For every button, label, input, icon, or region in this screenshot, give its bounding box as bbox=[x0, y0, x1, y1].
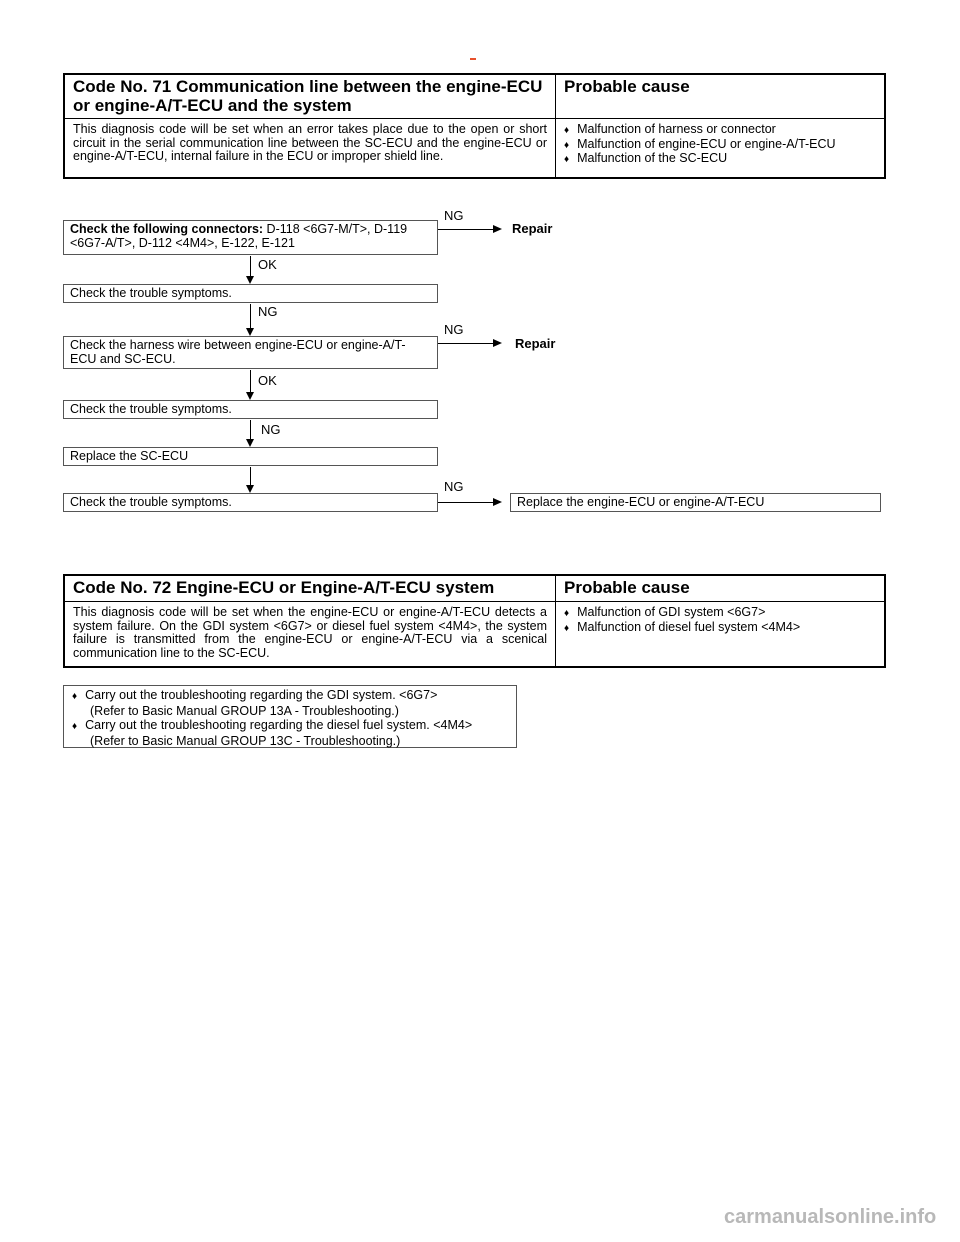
flow-arrow-down bbox=[250, 256, 251, 278]
flow-step-check-connectors bbox=[63, 220, 438, 255]
troubleshooting-note bbox=[63, 685, 517, 748]
code72-table bbox=[63, 574, 886, 668]
flow-step-replace-engine-ecu: Replace the engine-ECU or engine-A/T-ECU bbox=[510, 493, 881, 512]
flow-step1-text: D-118 <6G7-M/T>, D-119 <6G7-A/T>, D-112 <4M4>, E-122, E-121 bbox=[70, 222, 408, 250]
flow-step-check-harness: Check the harness wire between engine-ECU or engine-A/T-ECU and SC-ECU. bbox=[63, 336, 438, 369]
flow-repair-label: Repair bbox=[512, 221, 553, 236]
flow-step-check-symptoms: Check the trouble symptoms. bbox=[63, 400, 438, 419]
page-mark bbox=[470, 58, 476, 60]
code72-probable-cause-heading: Probable cause bbox=[556, 575, 886, 602]
flow-step-check-symptoms: Check the trouble symptoms. bbox=[63, 493, 438, 512]
flow-ng-label: NG bbox=[444, 208, 464, 223]
flow-repair-label: Repair bbox=[515, 336, 556, 351]
flow-ng-label: NG bbox=[258, 304, 278, 319]
flow-arrow-right bbox=[438, 229, 496, 230]
code71-cause: ♦ Malfunction of the SC-ECU bbox=[564, 152, 876, 167]
flow-ok-label: OK bbox=[258, 257, 277, 272]
flow-arrow-down bbox=[250, 420, 251, 441]
flow-arrow-down bbox=[250, 304, 251, 330]
code71-description: This diagnosis code will be set when an error takes place due to the open or short circuit in the serial communication line between the SC-ECU and the engine-ECU or engine-A/T-ECU, internal failure in the ECU or improper shield line. bbox=[64, 119, 556, 179]
code71-cause: ♦ Malfunction of harness or connector bbox=[564, 123, 876, 138]
code72-cause: ♦ Malfunction of GDI system <6G7> bbox=[564, 606, 876, 621]
code72-causes bbox=[556, 602, 886, 668]
code72-cause: ♦ Malfunction of diesel fuel system <4M4> bbox=[564, 621, 876, 636]
code72-title: Code No. 72 Engine-ECU or Engine-A/T-ECU system bbox=[64, 575, 556, 602]
flow-arrow-down bbox=[250, 370, 251, 394]
note-reference: (Refer to Basic Manual GROUP 13A - Troubleshooting.) bbox=[90, 704, 399, 718]
watermark: carmanualsonline.info bbox=[724, 1206, 937, 1228]
flow-arrow-right bbox=[438, 343, 496, 344]
flow-step-replace-sc-ecu: Replace the SC-ECU bbox=[63, 447, 438, 466]
code71-probable-cause-heading: Probable cause bbox=[556, 74, 886, 119]
code72-description: This diagnosis code will be set when the engine-ECU or engine-A/T-ECU detects a system failure. On the GDI system <6G7> or diesel fuel system <4M4>, the system failure is transmitted from the engine-ECU or engine-A/T-ECU via a scenical communication line to the SC-ECU. bbox=[64, 602, 556, 668]
flow-ng-label: NG bbox=[444, 479, 464, 494]
flow-arrow-right bbox=[438, 502, 496, 503]
note-reference: (Refer to Basic Manual GROUP 13C - Troubleshooting.) bbox=[90, 734, 401, 748]
flow-step-check-symptoms: Check the trouble symptoms. bbox=[63, 284, 438, 303]
note-item: ♦ Carry out the troubleshooting regarding the GDI system. <6G7> bbox=[72, 688, 508, 704]
code71-causes bbox=[556, 119, 886, 179]
code71-title: Code No. 71 Communication line between the engine-ECU or engine-A/T-ECU and the system bbox=[64, 74, 556, 119]
flow-arrow-down bbox=[250, 467, 251, 487]
code71-table bbox=[63, 73, 886, 179]
flow-ok-label: OK bbox=[258, 373, 277, 388]
flow-step1-bold: Check the following connectors: bbox=[70, 222, 264, 236]
flow-ng-label: NG bbox=[261, 422, 281, 437]
code71-cause: ♦ Malfunction of engine-ECU or engine-A/T-ECU bbox=[564, 138, 876, 153]
flow-ng-label: NG bbox=[444, 322, 464, 337]
note-item: ♦ Carry out the troubleshooting regarding the diesel fuel system. <4M4> bbox=[72, 718, 508, 734]
